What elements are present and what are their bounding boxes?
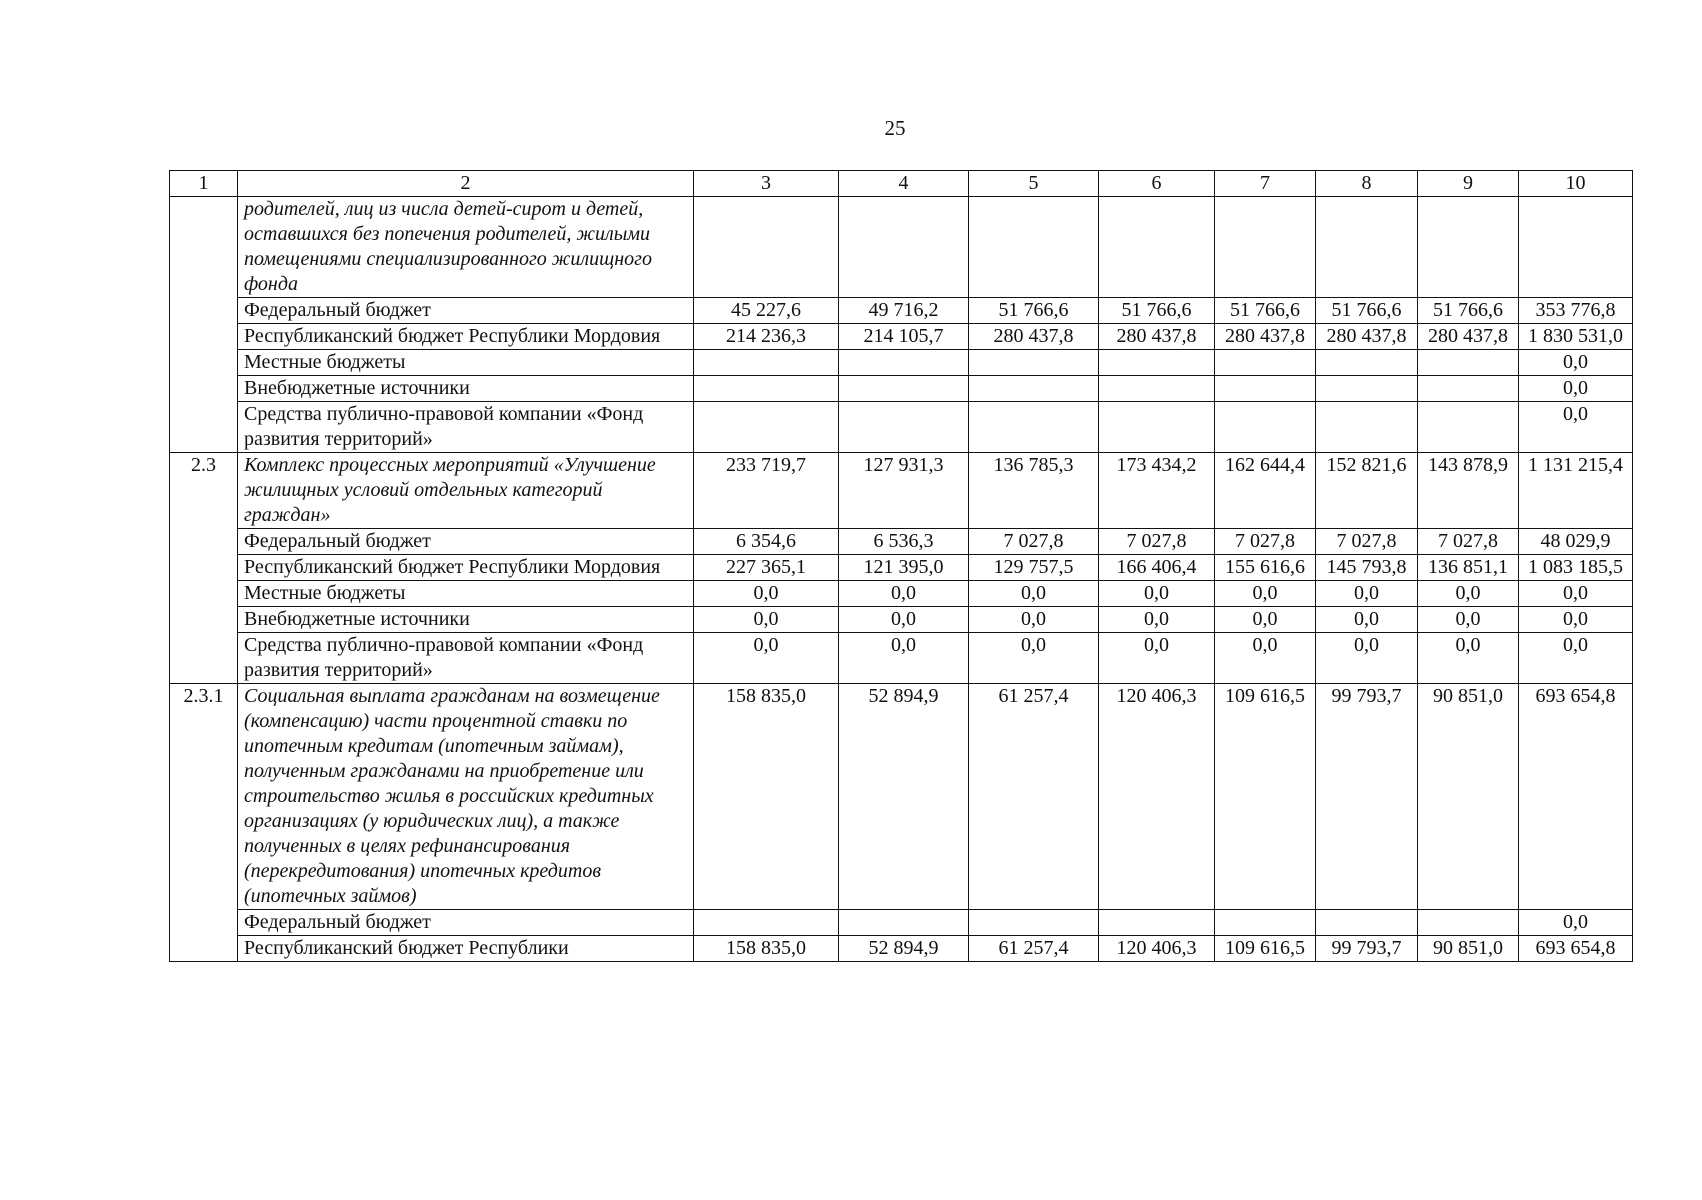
- value-cell: [1099, 402, 1215, 453]
- row-label-cell: Местные бюджеты: [238, 581, 694, 607]
- value-cell: 0,0: [1519, 376, 1633, 402]
- value-cell: 1 131 215,4: [1519, 453, 1633, 529]
- value-cell: 7 027,8: [1099, 529, 1215, 555]
- value-cell: 0,0: [969, 607, 1099, 633]
- value-cell: 158 835,0: [694, 684, 839, 910]
- value-cell: [969, 402, 1099, 453]
- value-cell: [1215, 910, 1316, 936]
- value-cell: 120 406,3: [1099, 936, 1215, 962]
- value-cell: [1418, 376, 1519, 402]
- row-label-cell: Федеральный бюджет: [238, 298, 694, 324]
- value-cell: 136 785,3: [969, 453, 1099, 529]
- value-cell: 127 931,3: [839, 453, 969, 529]
- value-cell: 61 257,4: [969, 936, 1099, 962]
- value-cell: 0,0: [1519, 910, 1633, 936]
- value-cell: [1418, 910, 1519, 936]
- value-cell: [969, 376, 1099, 402]
- value-cell: 214 105,7: [839, 324, 969, 350]
- header-cell: 9: [1418, 171, 1519, 197]
- header-cell: 3: [694, 171, 839, 197]
- value-cell: 129 757,5: [969, 555, 1099, 581]
- value-cell: 45 227,6: [694, 298, 839, 324]
- value-cell: 143 878,9: [1418, 453, 1519, 529]
- table-body: [170, 197, 1633, 962]
- row-index-cell: [170, 197, 238, 453]
- value-cell: [839, 350, 969, 376]
- value-cell: 0,0: [1418, 581, 1519, 607]
- value-cell: 0,0: [1215, 607, 1316, 633]
- header-cell: 1: [170, 171, 238, 197]
- row-label-cell: Федеральный бюджет: [238, 910, 694, 936]
- value-cell: 0,0: [839, 633, 969, 684]
- value-cell: 109 616,5: [1215, 936, 1316, 962]
- row-label-cell: Средства публично-правовой компании «Фонд развития территорий»: [238, 633, 694, 684]
- value-cell: 7 027,8: [1316, 529, 1418, 555]
- value-cell: 693 654,8: [1519, 936, 1633, 962]
- value-cell: [694, 402, 839, 453]
- value-cell: [1099, 350, 1215, 376]
- value-cell: [1316, 910, 1418, 936]
- row-index-cell: 2.3: [170, 453, 238, 684]
- header-cell: 7: [1215, 171, 1316, 197]
- value-cell: 0,0: [1215, 581, 1316, 607]
- value-cell: 0,0: [1099, 607, 1215, 633]
- value-cell: 7 027,8: [1215, 529, 1316, 555]
- value-cell: 51 766,6: [969, 298, 1099, 324]
- value-cell: 51 766,6: [1215, 298, 1316, 324]
- value-cell: 0,0: [1316, 581, 1418, 607]
- value-cell: 166 406,4: [1099, 555, 1215, 581]
- value-cell: 7 027,8: [969, 529, 1099, 555]
- page-number: 25: [884, 116, 906, 140]
- value-cell: 99 793,7: [1316, 684, 1418, 910]
- value-cell: 121 395,0: [839, 555, 969, 581]
- value-cell: [1316, 376, 1418, 402]
- header-cell: 6: [1099, 171, 1215, 197]
- table-row: [170, 936, 1633, 962]
- value-cell: 90 851,0: [1418, 936, 1519, 962]
- value-cell: 0,0: [1099, 581, 1215, 607]
- value-cell: 136 851,1: [1418, 555, 1519, 581]
- table-row: [170, 633, 1633, 684]
- value-cell: 99 793,7: [1316, 936, 1418, 962]
- header-row: [170, 171, 1633, 197]
- value-cell: 120 406,3: [1099, 684, 1215, 910]
- value-cell: 158 835,0: [694, 936, 839, 962]
- value-cell: 280 437,8: [1215, 324, 1316, 350]
- value-cell: [694, 910, 839, 936]
- value-cell: [1316, 402, 1418, 453]
- value-cell: 280 437,8: [1418, 324, 1519, 350]
- value-cell: [1215, 376, 1316, 402]
- table-row: [170, 197, 1633, 298]
- value-cell: 214 236,3: [694, 324, 839, 350]
- value-cell: [694, 376, 839, 402]
- value-cell: [969, 197, 1099, 298]
- table-row: [170, 910, 1633, 936]
- value-cell: 162 644,4: [1215, 453, 1316, 529]
- row-label-cell: Республиканский бюджет Республики: [238, 936, 694, 962]
- row-label-cell: родителей, лиц из числа детей-сирот и детей, оставшихся без попечения родителей, жилыми помещениями специализированного жилищного фонда: [238, 197, 694, 298]
- value-cell: [694, 197, 839, 298]
- table-row: [170, 298, 1633, 324]
- value-cell: 693 654,8: [1519, 684, 1633, 910]
- value-cell: [1215, 197, 1316, 298]
- value-cell: [1215, 350, 1316, 376]
- value-cell: 52 894,9: [839, 684, 969, 910]
- value-cell: 6 536,3: [839, 529, 969, 555]
- value-cell: 0,0: [1519, 350, 1633, 376]
- table-row: [170, 529, 1633, 555]
- value-cell: [1099, 197, 1215, 298]
- value-cell: 51 766,6: [1418, 298, 1519, 324]
- value-cell: 0,0: [1519, 402, 1633, 453]
- header-cell: 8: [1316, 171, 1418, 197]
- value-cell: 51 766,6: [1099, 298, 1215, 324]
- value-cell: [1418, 402, 1519, 453]
- value-cell: 0,0: [839, 607, 969, 633]
- value-cell: [839, 402, 969, 453]
- table-row: [170, 684, 1633, 910]
- value-cell: 7 027,8: [1418, 529, 1519, 555]
- value-cell: 353 776,8: [1519, 298, 1633, 324]
- row-label-cell: Средства публично-правовой компании «Фонд развития территорий»: [238, 402, 694, 453]
- value-cell: [694, 350, 839, 376]
- row-index-cell: 2.3.1: [170, 684, 238, 962]
- value-cell: [1418, 197, 1519, 298]
- row-label-cell: Республиканский бюджет Республики Мордовия: [238, 324, 694, 350]
- value-cell: [1215, 402, 1316, 453]
- value-cell: 227 365,1: [694, 555, 839, 581]
- header-cell: 10: [1519, 171, 1633, 197]
- value-cell: [839, 376, 969, 402]
- value-cell: 233 719,7: [694, 453, 839, 529]
- value-cell: [1316, 197, 1418, 298]
- value-cell: 0,0: [1519, 633, 1633, 684]
- value-cell: 0,0: [694, 581, 839, 607]
- row-label-cell: Комплекс процессных мероприятий «Улучшение жилищных условий отдельных категорий граждан»: [238, 453, 694, 529]
- value-cell: 0,0: [969, 581, 1099, 607]
- value-cell: 90 851,0: [1418, 684, 1519, 910]
- table-row: [170, 324, 1633, 350]
- value-cell: 0,0: [694, 607, 839, 633]
- value-cell: 0,0: [1099, 633, 1215, 684]
- value-cell: 0,0: [969, 633, 1099, 684]
- table-row: [170, 607, 1633, 633]
- value-cell: 0,0: [839, 581, 969, 607]
- header-cell: 4: [839, 171, 969, 197]
- value-cell: 1 083 185,5: [1519, 555, 1633, 581]
- value-cell: [969, 350, 1099, 376]
- table-row: [170, 555, 1633, 581]
- value-cell: 52 894,9: [839, 936, 969, 962]
- row-label-cell: Внебюджетные источники: [238, 376, 694, 402]
- value-cell: 0,0: [1215, 633, 1316, 684]
- value-cell: [1519, 197, 1633, 298]
- row-label-cell: Федеральный бюджет: [238, 529, 694, 555]
- value-cell: 0,0: [1519, 607, 1633, 633]
- value-cell: 109 616,5: [1215, 684, 1316, 910]
- table-row: [170, 350, 1633, 376]
- value-cell: [839, 197, 969, 298]
- value-cell: 6 354,6: [694, 529, 839, 555]
- value-cell: 0,0: [1418, 633, 1519, 684]
- header-cell: 2: [238, 171, 694, 197]
- row-label-cell: Местные бюджеты: [238, 350, 694, 376]
- table-row: [170, 453, 1633, 529]
- table-row: [170, 376, 1633, 402]
- value-cell: 0,0: [1418, 607, 1519, 633]
- value-cell: 49 716,2: [839, 298, 969, 324]
- value-cell: [1418, 350, 1519, 376]
- value-cell: 1 830 531,0: [1519, 324, 1633, 350]
- value-cell: 0,0: [1316, 607, 1418, 633]
- budget-table: [169, 170, 1633, 962]
- value-cell: 280 437,8: [969, 324, 1099, 350]
- row-label-cell: Внебюджетные источники: [238, 607, 694, 633]
- value-cell: 145 793,8: [1316, 555, 1418, 581]
- value-cell: 0,0: [694, 633, 839, 684]
- value-cell: 152 821,6: [1316, 453, 1418, 529]
- row-label-cell: Социальная выплата гражданам на возмещение (компенсацию) части процентной ставки по ипотечным кредитам (ипотечным займам), полученным гражданами на приобретение или строительство жилья в российских кредитных организациях (у юридических лиц), а также полученных в целях рефинансирования (перекредитования) ипотечных кредитов (ипотечных займов): [238, 684, 694, 910]
- value-cell: [1099, 910, 1215, 936]
- value-cell: 0,0: [1316, 633, 1418, 684]
- value-cell: 0,0: [1519, 581, 1633, 607]
- value-cell: [1316, 350, 1418, 376]
- value-cell: [969, 910, 1099, 936]
- value-cell: [1099, 376, 1215, 402]
- value-cell: 51 766,6: [1316, 298, 1418, 324]
- value-cell: 61 257,4: [969, 684, 1099, 910]
- value-cell: 48 029,9: [1519, 529, 1633, 555]
- value-cell: 155 616,6: [1215, 555, 1316, 581]
- table-row: [170, 581, 1633, 607]
- value-cell: 280 437,8: [1099, 324, 1215, 350]
- table-row: [170, 402, 1633, 453]
- value-cell: [839, 910, 969, 936]
- header-cell: 5: [969, 171, 1099, 197]
- row-label-cell: Республиканский бюджет Республики Мордовия: [238, 555, 694, 581]
- value-cell: 280 437,8: [1316, 324, 1418, 350]
- value-cell: 173 434,2: [1099, 453, 1215, 529]
